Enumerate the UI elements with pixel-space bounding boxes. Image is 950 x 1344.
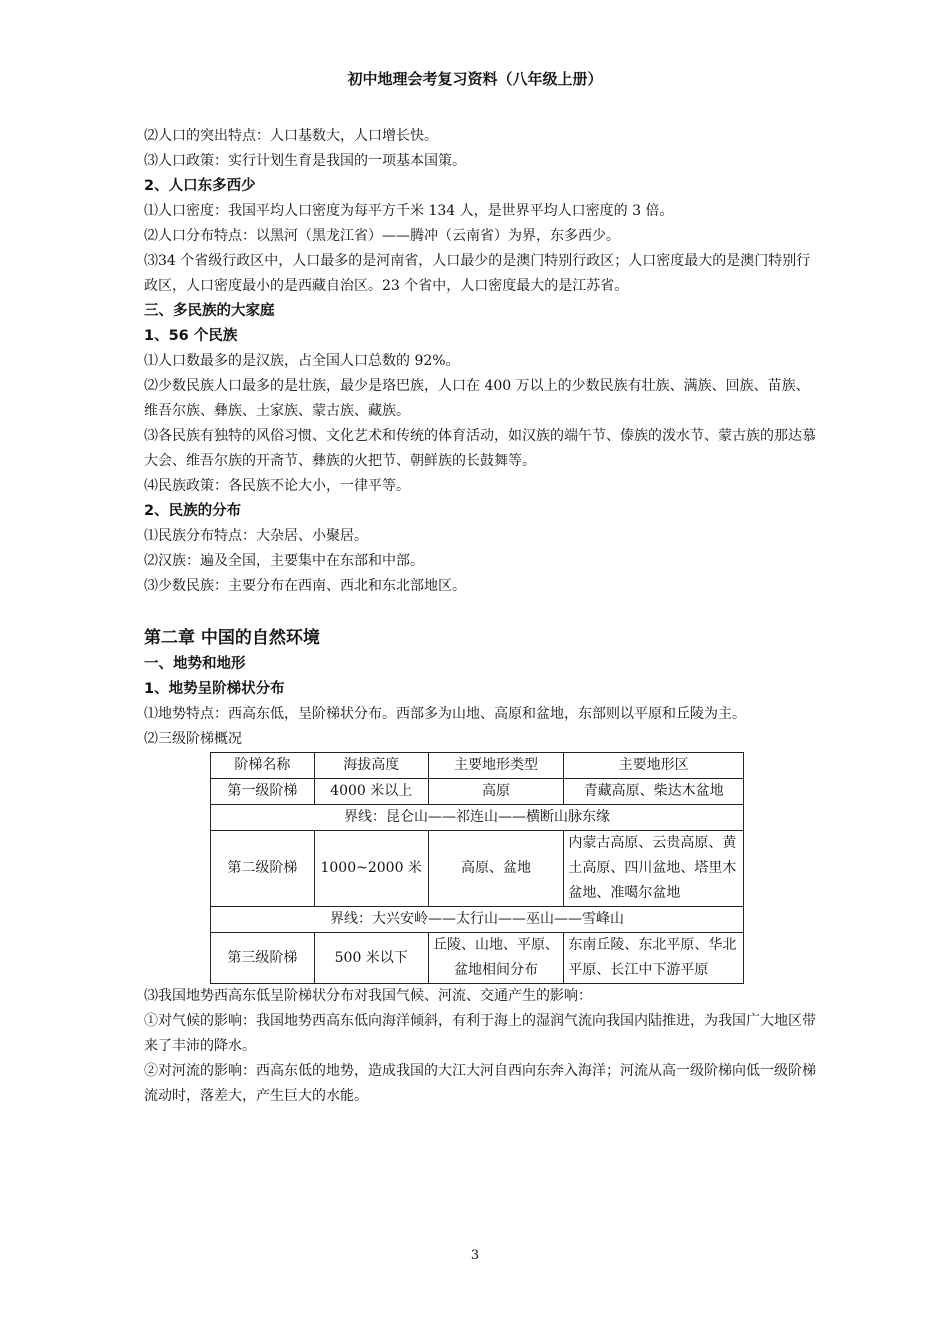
paragraph: ⑴民族分布特点：大杂居、小聚居。: [144, 528, 368, 544]
table-cell: 内蒙古高原、云贵高原、黄土高原、四川盆地、塔里木盆地、准噶尔盆地: [564, 831, 744, 907]
paragraph: ⑶我国地势西高东低呈阶梯状分布对我国气候、河流、交通产生的影响：: [144, 988, 592, 1004]
section-heading: 2、民族的分布: [144, 503, 242, 519]
table-row: [211, 831, 744, 907]
table-cell: 青藏高原、柴达木盆地: [564, 779, 744, 805]
table-cell: 东南丘陵、东北平原、华北平原、长江中下游平原: [564, 933, 744, 984]
document-body: [144, 124, 816, 1109]
table-cell: 丘陵、山地、平原、盆地相间分布: [428, 933, 564, 984]
table-cell: 高原、盆地: [428, 831, 564, 907]
section-heading: 1、56 个民族: [144, 328, 238, 344]
table-header-row: [211, 753, 744, 779]
table-header-cell: 海拔高度: [314, 753, 428, 779]
boundary-line-cell: 界线：大兴安岭——太行山——巫山——雪峰山: [211, 907, 744, 933]
chapter-title: 第二章 中国的自然环境: [144, 628, 320, 648]
paragraph: ⑷民族政策：各民族不论大小，一律平等。: [144, 478, 410, 494]
table-divider-row: [211, 805, 744, 831]
paragraph: ⑶少数民族：主要分布在西南、西北和东北部地区。: [144, 578, 466, 594]
table-header-cell: 阶梯名称: [211, 753, 315, 779]
paragraph: ⑵人口分布特点：以黑河（黑龙江省）——腾冲（云南省）为界，东多西少。: [144, 228, 620, 244]
boundary-line-cell: 界线：昆仑山——祁连山——横断山脉东缘: [211, 805, 744, 831]
section-heading: 三、多民族的大家庭: [144, 303, 275, 319]
table-header-cell: 主要地形区: [564, 753, 744, 779]
table-cell: 1000~2000 米: [314, 831, 428, 907]
table-cell: 高原: [428, 779, 564, 805]
section-heading: 1、地势呈阶梯状分布: [144, 681, 285, 697]
paragraph: ⑴人口数最多的是汉族，占全国人口总数的 92%。: [144, 353, 460, 369]
paragraph: ⑶34 个省级行政区中，人口最多的是河南省，人口最少的是澳门特别行政区；人口密度最大的是澳门特别行政区，人口密度最小的是西藏自治区。23 个省中，人口密度最大的是江苏省。: [144, 253, 811, 294]
paragraph: ⑶人口政策：实行计划生育是我国的一项基本国策。: [144, 153, 466, 169]
paragraph: ②对河流的影响：西高东低的地势，造成我国的大江大河自西向东奔入海洋；河流从高一级阶梯向低一级阶梯流动时，落差大，产生巨大的水能。: [144, 1063, 816, 1104]
paragraph: ①对气候的影响：我国地势西高东低向海洋倾斜，有利于海上的湿润气流向我国内陆推进，为我国广大地区带来了丰沛的降水。: [144, 1013, 816, 1054]
terrain-steps-table: [210, 752, 744, 984]
paragraph: ⑵少数民族人口最多的是壮族，最少是珞巴族，人口在 400 万以上的少数民族有壮族、满族、回族、苗族、维吾尔族、彝族、土家族、蒙古族、藏族。: [144, 378, 810, 419]
document-title: 初中地理会考复习资料（八年级上册）: [347, 70, 603, 88]
paragraph: ⑶各民族有独特的风俗习惯、文化艺术和传统的体育活动，如汉族的端午节、傣族的泼水节、蒙古族的那达慕大会、维吾尔族的开斋节、彝族的火把节、朝鲜族的长鼓舞等。: [144, 428, 816, 469]
paragraph: ⑵汉族：遍及全国，主要集中在东部和中部。: [144, 553, 424, 569]
section-heading: 2、人口东多西少: [144, 178, 256, 194]
page-number: 3: [470, 1248, 480, 1263]
table-row: [211, 933, 744, 984]
section-heading: 一、地势和地形: [144, 656, 246, 672]
table-row: [211, 779, 744, 805]
table-header-cell: 主要地形类型: [428, 753, 564, 779]
table-divider-row: [211, 907, 744, 933]
paragraph: ⑴地势特点：西高东低，呈阶梯状分布。西部多为山地、高原和盆地，东部则以平原和丘陵为主。: [144, 706, 746, 722]
table-cell: 第一级阶梯: [211, 779, 315, 805]
table-cell: 500 米以下: [314, 933, 428, 984]
paragraph: ⑵三级阶梯概况: [144, 731, 242, 747]
paragraph: ⑴人口密度：我国平均人口密度为每平方千米 134 人，是世界平均人口密度的 3 倍。: [144, 203, 674, 219]
paragraph: ⑵人口的突出特点：人口基数大，人口增长快。: [144, 128, 438, 144]
table-cell: 第三级阶梯: [211, 933, 315, 984]
table-cell: 4000 米以上: [314, 779, 428, 805]
table-cell: 第二级阶梯: [211, 831, 315, 907]
